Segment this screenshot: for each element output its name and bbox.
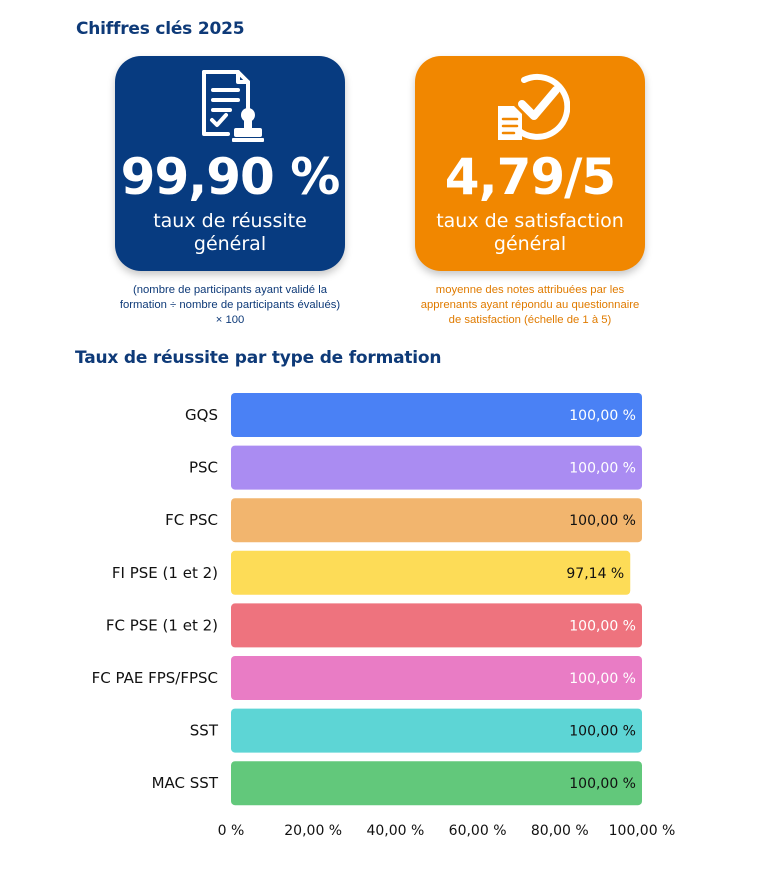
value-label: 97,14 % <box>566 565 625 582</box>
satisfaction-rate-value: 4,79/5 <box>444 148 616 206</box>
success-rate-label: taux de réussite général <box>153 210 307 255</box>
x-tick-label: 100,00 % <box>608 823 676 840</box>
key-figures-title: Chiffres clés 2025 <box>76 19 245 39</box>
chart-title: Taux de réussite par type de formation <box>75 348 442 368</box>
category-label: FC PSE (1 et 2) <box>105 616 218 635</box>
satisfaction-rate-card <box>415 56 645 271</box>
success-rate-value: 99,90 % <box>120 148 340 206</box>
category-label: PSC <box>188 458 218 477</box>
value-label: 100,00 % <box>569 460 636 477</box>
checkmark-document-icon <box>490 64 570 144</box>
category-label: FC PAE FPS/FPSC <box>91 669 218 687</box>
value-label: 100,00 % <box>569 671 636 687</box>
category-label: FI PSE (1 et 2) <box>111 563 218 582</box>
category-label: GQS <box>185 406 218 424</box>
value-label: 100,00 % <box>569 408 636 424</box>
category-label: FC PSC <box>165 511 218 530</box>
category-label: MAC SST <box>151 774 218 793</box>
x-tick-label: 60,00 % <box>448 823 507 840</box>
x-tick-label: 80,00 % <box>530 823 589 840</box>
success-rate-note: (nombre de participants ayant validé la formation ÷ nombre de participants évalués) × 100 <box>119 284 341 326</box>
success-rate-card <box>115 56 345 271</box>
x-tick-label: 40,00 % <box>366 823 425 840</box>
value-label: 100,00 % <box>569 618 636 635</box>
x-tick-label: 0 % <box>217 823 245 840</box>
satisfaction-rate-label: taux de satisfaction général <box>436 210 624 255</box>
value-label: 100,00 % <box>569 513 636 530</box>
x-tick-label: 20,00 % <box>284 823 343 840</box>
satisfaction-rate-note: moyenne des notes attribuées par les apprenants ayant répondu au questionnaire de satisfaction (échelle de 1 à 5) <box>420 284 640 326</box>
document-stamp-icon <box>192 64 268 144</box>
value-label: 100,00 % <box>569 776 636 793</box>
value-label: 100,00 % <box>569 723 636 740</box>
success-rate-bar-chart <box>0 380 762 840</box>
category-label: SST <box>189 721 218 740</box>
